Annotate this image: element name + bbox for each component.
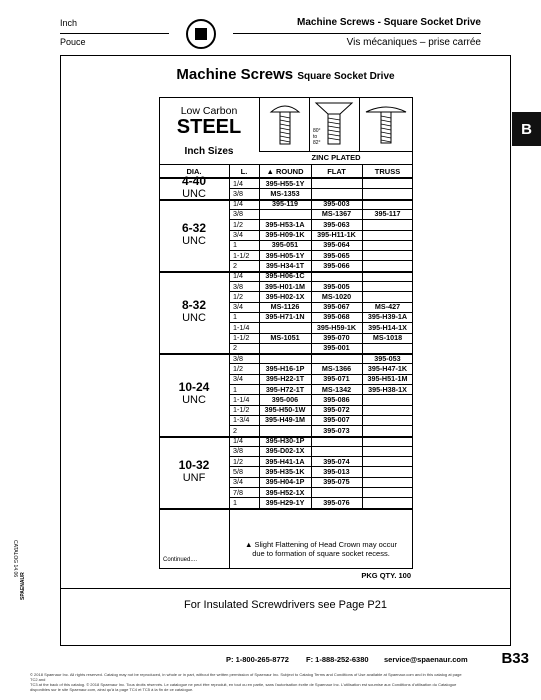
header-right-top: Machine Screws - Square Socket Drive: [297, 17, 481, 28]
length-cell: 2: [233, 343, 237, 353]
length-cell: 3/8: [233, 281, 243, 291]
size-label: [159, 222, 229, 247]
round-part-cell: 395-H01-1M: [265, 281, 305, 291]
round-part-cell: 395-H41-1A: [265, 456, 305, 466]
row-divider: [229, 188, 413, 189]
flat-part-cell: 395-064: [323, 240, 350, 250]
length-cell: 1-1/4: [233, 394, 250, 404]
truss-part-cell: 395-117: [374, 209, 401, 219]
size-dia: 10-32: [178, 457, 210, 472]
round-part-cell: 395-H71-1N: [265, 312, 305, 322]
length-cell: 1-1/2: [233, 405, 250, 415]
flat-part-cell: 395-065: [323, 250, 350, 260]
length-cell: 3/8: [233, 209, 243, 219]
flat-part-cell: 395-074: [323, 456, 350, 466]
round-part-cell: 395-H52-1X: [265, 487, 305, 497]
section-tab[interactable]: B: [512, 112, 541, 146]
col-line: [229, 164, 230, 508]
flat-part-cell: 395-066: [323, 260, 350, 270]
round-part-cell: 395-H49-1M: [265, 415, 305, 425]
title-main: Machine Screws: [176, 66, 294, 83]
length-cell: 1: [233, 497, 237, 507]
legal-line2: TC3 at the back of this catalog. © 2018 Spaenaur Inc. Tous droits réservés. Le catalogue ne peut être reproduit, en tout ou en partie, sans l'autorisation écrite de Spaenaur Inc. L'utilisation est soumise aux Conditions d'utilisation du Catalogue: [30, 682, 457, 687]
angle-label: [313, 128, 321, 146]
length-cell: 1/2: [233, 363, 243, 373]
round-part-cell: 395-H02-1X: [265, 291, 305, 301]
length-cell: 3/4: [233, 230, 243, 239]
note-line2: due to formation of square socket recess.: [252, 549, 390, 558]
col-length: L.: [240, 167, 248, 176]
flat-part-cell: 395-071: [323, 374, 350, 384]
truss-part-cell: MS-427: [374, 302, 401, 312]
length-cell: 3/4: [233, 302, 243, 312]
length-cell: 3/4: [233, 374, 243, 384]
round-part-cell: 395-H04-1P: [265, 477, 305, 487]
size-label: [159, 459, 229, 484]
side-catalog-label: CATALOG 14.06: [12, 540, 18, 578]
angle-top: 80°: [313, 128, 321, 134]
title-sub: Square Socket Drive: [297, 71, 395, 82]
footer-fax: F: 1-888-252-6380: [306, 655, 369, 664]
round-part-cell: 395-D02-1X: [265, 446, 305, 456]
length-cell: 1/2: [233, 291, 243, 301]
size-dia: 6-32: [181, 220, 207, 235]
col-dia: DIA.: [186, 167, 202, 176]
size-dia: 8-32: [181, 297, 207, 312]
continued-label: Continued....: [163, 557, 198, 563]
round-part-cell: 395-H16-1P: [265, 363, 305, 373]
length-cell: 1/4: [233, 271, 243, 281]
angle-mid: to: [313, 134, 318, 140]
round-part-cell: MS-1051: [270, 333, 300, 342]
note-text: [229, 540, 413, 558]
round-head-screw-icon: [269, 102, 301, 146]
col-line: [311, 164, 312, 508]
flat-part-cell: MS-1020: [321, 291, 352, 301]
page-title: [60, 66, 511, 83]
flat-part-cell: 395-H59-1K: [316, 322, 357, 332]
length-cell: 2: [233, 425, 237, 435]
col-flat: FLAT: [327, 167, 346, 176]
size-label: [159, 381, 229, 406]
insulated-note[interactable]: For Insulated Screwdrivers see Page P21: [184, 599, 387, 611]
truss-part-cell: 395-H39-1A: [367, 312, 408, 322]
flat-part-cell: 395-068: [323, 312, 350, 322]
flat-part-cell: 395-073: [323, 425, 350, 435]
flat-part-cell: 395-007: [323, 415, 350, 425]
length-cell: 1-1/2: [233, 250, 250, 260]
flat-part-cell: 395-070: [323, 333, 350, 342]
round-part-cell: 395-H22-1T: [265, 374, 305, 384]
finish-label: ZINC PLATED: [311, 153, 361, 162]
row-divider: [229, 446, 413, 447]
pkg-qty: PKG QTY. 100: [361, 571, 411, 580]
round-part-cell: 395-H29-1Y: [265, 497, 305, 507]
size-thread: UNC: [182, 234, 206, 247]
group-divider: [159, 508, 413, 510]
length-cell: 3/8: [233, 446, 243, 456]
round-part-cell: MS-1126: [270, 302, 300, 312]
flat-part-cell: 395-005: [323, 281, 350, 291]
round-part-cell: 395-H30-1P: [265, 436, 305, 445]
round-part-cell: 395-H05-1Y: [265, 250, 305, 260]
length-cell: 3/8: [233, 188, 243, 198]
length-cell: 1: [233, 384, 237, 394]
footer-email[interactable]: service@spaenaur.com: [384, 655, 468, 664]
length-cell: 3/8: [233, 353, 243, 363]
flat-part-cell: 395-H11-1K: [317, 230, 356, 239]
header-right-bottom: Vis mécaniques – prise carrée: [346, 37, 481, 48]
footer-phone: P: 1-800-265-8772: [226, 655, 289, 664]
length-cell: 1-1/2: [233, 333, 250, 342]
flat-part-cell: 395-067: [323, 302, 350, 312]
flat-part-cell: 395-075: [323, 477, 350, 487]
flat-part-cell: MS-1367: [321, 209, 352, 219]
truss-part-cell: 395-H51-1M: [367, 374, 408, 384]
size-thread: UNF: [182, 471, 206, 484]
col-truss: TRUSS: [374, 167, 401, 176]
legal-line3: disponibles sur le site Spaenaur.com, ainsi qu'à la page TC4 et TC5 à la fin de ce catalogue.: [30, 687, 194, 692]
truss-part-cell: 395-H47-1K: [367, 363, 408, 373]
size-label: [159, 175, 229, 200]
length-cell: 1-3/4: [233, 415, 250, 425]
material-line1: Low Carbon: [180, 105, 238, 117]
col-line: [362, 164, 363, 508]
flat-part-cell: 395-086: [323, 394, 350, 404]
material-line3: Inch Sizes: [184, 146, 234, 157]
round-part-cell: 395-051: [271, 240, 299, 250]
note-line1: ▲ Slight Flattening of Head Crown may occur: [244, 540, 398, 549]
length-cell: 2: [233, 260, 237, 270]
col-line: [259, 164, 260, 508]
round-part-cell: 395-H34-1T: [265, 260, 305, 270]
length-cell: 1/4: [233, 178, 243, 188]
row-divider: [229, 487, 413, 488]
round-part-cell: 395-H09-1K: [265, 230, 305, 239]
flat-part-cell: 395-001: [323, 343, 350, 353]
flat-part-cell: 395-063: [323, 219, 350, 229]
flat-part-cell: 395-003: [323, 199, 350, 209]
size-thread: UNC: [182, 188, 206, 201]
side-logo: SPAENAUR: [20, 572, 26, 600]
round-part-cell: 395-H06-1C: [265, 271, 305, 281]
square-socket-icon: [186, 19, 216, 49]
length-cell: 1/2: [233, 456, 243, 466]
size-label: [159, 299, 229, 324]
col-line: [229, 508, 230, 569]
flat-part-cell: 395-072: [323, 405, 350, 415]
length-cell: 5/8: [233, 466, 243, 476]
col-round: ▲ ROUND: [266, 167, 304, 176]
round-part-cell: 395-H55-1Y: [265, 178, 305, 188]
round-part-cell: MS-1353: [270, 188, 300, 198]
round-part-cell: 395-H35-1K: [265, 466, 305, 476]
size-dia: 4-40: [181, 174, 207, 189]
legal-text: [30, 672, 470, 692]
length-cell: 1-1/4: [233, 322, 250, 332]
size-thread: UNC: [182, 394, 206, 407]
size-thread: UNC: [182, 311, 206, 324]
size-dia: 10-24: [178, 380, 210, 395]
page-number: B33: [501, 650, 529, 667]
length-cell: 1/2: [233, 219, 243, 229]
length-cell: 3/4: [233, 477, 243, 487]
round-part-cell: 395-006: [271, 394, 299, 404]
flat-part-cell: 395-013: [323, 466, 350, 476]
length-cell: 1: [233, 240, 237, 250]
length-cell: 1/4: [233, 199, 243, 209]
truss-head-screw-icon: [364, 103, 408, 145]
flat-part-cell: MS-1366: [321, 363, 352, 373]
legal-line1: © 2018 Spaenaur Inc. All rights reserved. Catalog may not be reproduced, in whole or in part, without the written permission of Spaenaur Inc. Subject to Catalog Terms and Conditions of Use available at Spaenaur.com and in this catalog at page TC2 and: [30, 672, 462, 682]
length-cell: 7/8: [233, 487, 243, 497]
truss-part-cell: 395-053: [374, 353, 401, 363]
angle-bot: 82°: [313, 140, 321, 146]
header-left-top: Inch: [60, 18, 78, 28]
round-part-cell: 395-H72-1T: [265, 384, 305, 394]
length-cell: 1/4: [233, 436, 243, 445]
truss-part-cell: 395-H38-1X: [368, 384, 407, 394]
material-line2: STEEL: [176, 116, 242, 138]
round-part-cell: 395-H50-1W: [264, 405, 306, 415]
round-part-cell: 395-119: [272, 199, 298, 209]
flat-part-cell: MS-1342: [321, 384, 352, 394]
header-left-bottom: Pouce: [60, 37, 86, 47]
flat-part-cell: 395-076: [323, 497, 350, 507]
truss-part-cell: MS-1018: [372, 333, 403, 342]
length-cell: 1: [233, 312, 237, 322]
round-part-cell: 395-H53-1A: [265, 219, 305, 229]
truss-part-cell: 395-H14-1X: [368, 322, 407, 332]
